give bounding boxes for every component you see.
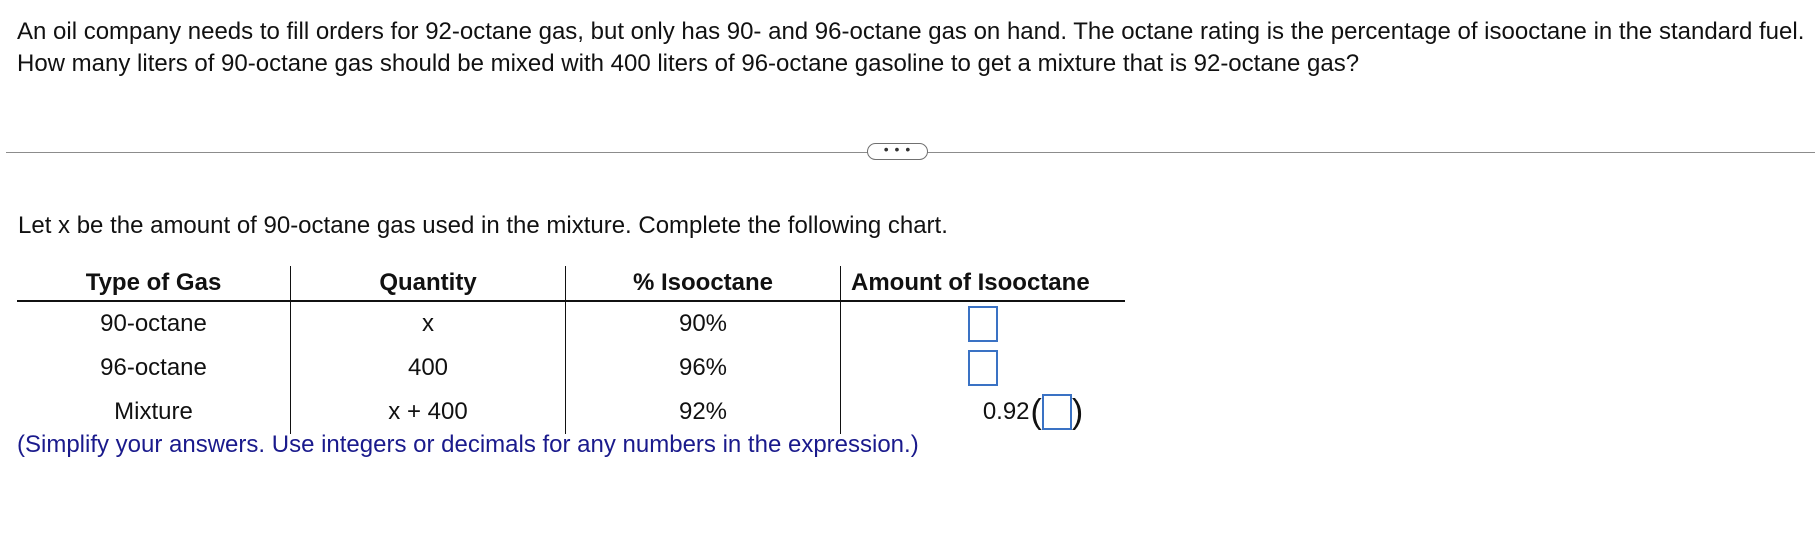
cell-amount: [841, 301, 1126, 346]
mixture-amount-expression: [983, 394, 1083, 430]
answer-input-96-octane-amount[interactable]: [968, 350, 998, 386]
cell-percent: 92%: [566, 390, 841, 434]
table-row: [17, 346, 1125, 390]
header-type-of-gas: Type of Gas: [17, 266, 291, 301]
header-amount-isooctane: Amount of Isooctane: [841, 266, 1126, 301]
cell-quantity: x + 400: [291, 390, 566, 434]
cell-type: Mixture: [114, 398, 193, 425]
cell-percent: 90%: [566, 301, 841, 346]
mixture-chart: [17, 266, 1125, 434]
cell-quantity: 400: [291, 346, 566, 390]
close-paren: ): [1071, 393, 1084, 431]
table-row: [17, 390, 1125, 434]
answer-input-mixture-amount[interactable]: [1042, 394, 1072, 430]
cell-amount: [841, 390, 1126, 434]
question-text: An oil company needs to fill orders for 92-octane gas, but only has 90- and 96-octane gas on hand. The octane rating is the percentage of isooctane in the standard fuel. How many liters of 90-octane gas should be mixed with 400 liters of 96-octane gasoline to get a mixture that is 92-octane gas?: [17, 18, 1805, 77]
mixture-coefficient: 0.92: [982, 398, 1030, 425]
cell-quantity: x: [291, 301, 566, 346]
header-quantity: Quantity: [291, 266, 566, 301]
simplify-note: (Simplify your answers. Use integers or decimals for any numbers in the expression.): [17, 431, 919, 458]
answer-input-90-octane-amount[interactable]: [968, 306, 998, 342]
cell-percent: 96%: [566, 346, 841, 390]
cell-type: 96-octane: [100, 354, 207, 381]
table-header-row: [17, 266, 1125, 301]
expand-more-button[interactable]: • • •: [867, 143, 928, 160]
open-paren: (: [1030, 393, 1042, 431]
header-percent-isooctane: % Isooctane: [566, 266, 841, 301]
cell-amount: [841, 346, 1126, 390]
instruction-text: Let x be the amount of 90-octane gas used in the mixture. Complete the following chart.: [18, 212, 948, 239]
table-row: [17, 301, 1125, 346]
cell-type: 90-octane: [100, 310, 207, 337]
